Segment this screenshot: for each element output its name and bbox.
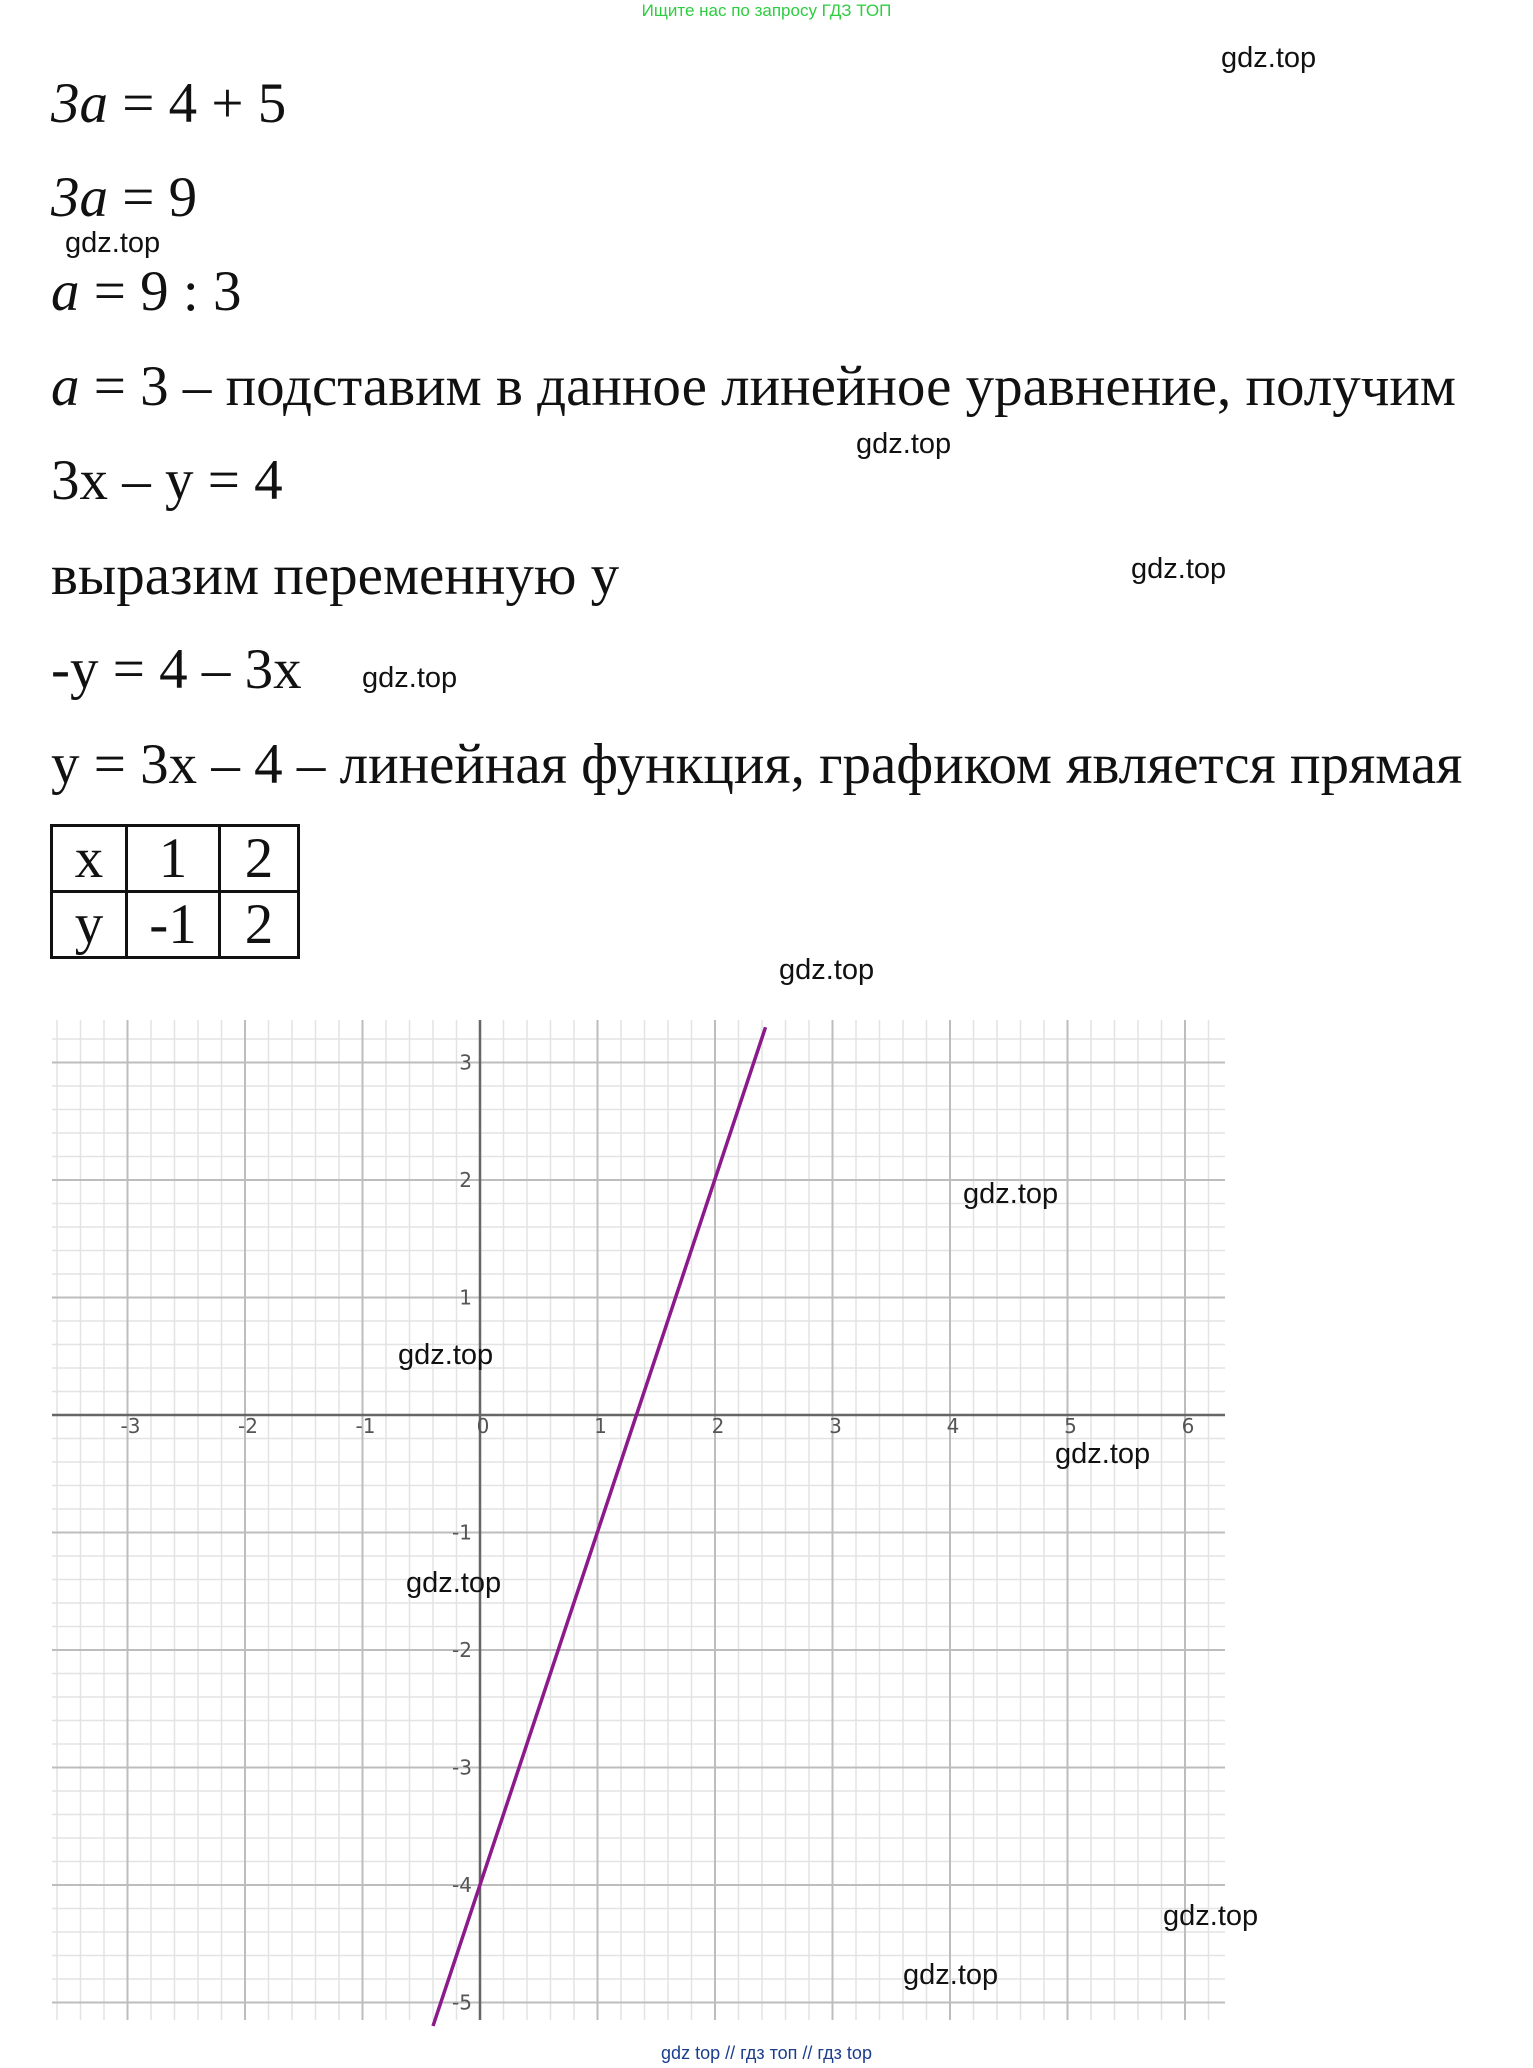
- x-tick-label: 4: [946, 1414, 960, 1438]
- table-cell: y: [52, 892, 127, 958]
- text-line-express-y: выразим переменную y: [51, 544, 620, 607]
- equation-variable: a: [51, 260, 80, 323]
- equation-variable: 3a: [51, 166, 108, 229]
- y-tick-label: -3: [452, 1755, 472, 1780]
- y-tick-label: -2: [452, 1638, 472, 1662]
- watermark: gdz.top: [903, 1959, 999, 1991]
- y-tick-label: 2: [459, 1168, 472, 1192]
- equation-rest: = 3 – подставим в данное линейное уравнение, получим: [79, 355, 1456, 418]
- y-tick-label: 3: [459, 1050, 472, 1075]
- y-tick-label: -5: [452, 1990, 472, 2015]
- x-tick-label: 2: [711, 1414, 725, 1438]
- watermark: gdz.top: [1163, 1900, 1259, 1932]
- equation-rest: = 4 + 5: [108, 72, 287, 135]
- x-tick-label: 3: [829, 1414, 842, 1438]
- x-tick-label: 5: [1064, 1414, 1077, 1438]
- x-tick-label: -2: [238, 1414, 258, 1438]
- equation-line-6: -y = 4 – 3x: [51, 638, 302, 701]
- watermark: gdz.top: [1221, 42, 1317, 74]
- equation-rest: = 9 : 3: [79, 260, 242, 323]
- x-tick-label: 0: [476, 1414, 490, 1438]
- y-tick-label: -1: [452, 1520, 472, 1545]
- x-tick-label: -3: [120, 1414, 141, 1438]
- table-cell: 2: [220, 892, 299, 958]
- watermark: gdz.top: [963, 1178, 1059, 1210]
- table-cell: 2: [220, 826, 299, 892]
- x-tick-label: 6: [1181, 1414, 1195, 1438]
- watermark: gdz.top: [398, 1339, 494, 1371]
- equation-line-5: 3x – y = 4: [51, 449, 283, 512]
- watermark: gdz.top: [65, 227, 161, 259]
- y-tick-label: 1: [459, 1285, 472, 1310]
- x-tick-label: 1: [594, 1414, 607, 1438]
- watermark: gdz.top: [1055, 1438, 1151, 1470]
- equation-line-7: y = 3x – 4 – линейная функция, графиком является прямая: [51, 733, 1463, 796]
- watermark: gdz.top: [856, 428, 952, 460]
- top-banner[interactable]: Ищите нас по запросу ГДЗ ТОП: [641, 1, 892, 20]
- table-cell: -1: [127, 892, 220, 958]
- table-cell: x: [52, 826, 127, 892]
- equation-variable: a: [51, 355, 80, 418]
- equation-variable: 3a: [51, 72, 108, 135]
- watermark: gdz.top: [406, 1567, 502, 1599]
- watermark: gdz.top: [362, 662, 458, 694]
- watermark: gdz.top: [779, 954, 875, 986]
- table-cell: 1: [127, 826, 220, 892]
- footer-links[interactable]: gdz top // гдз топ // гдз top: [661, 2043, 872, 2063]
- watermark: gdz.top: [1131, 553, 1227, 585]
- y-tick-label: -4: [452, 1873, 472, 1897]
- equation-rest: = 9: [108, 166, 198, 229]
- x-tick-label: -1: [355, 1414, 376, 1438]
